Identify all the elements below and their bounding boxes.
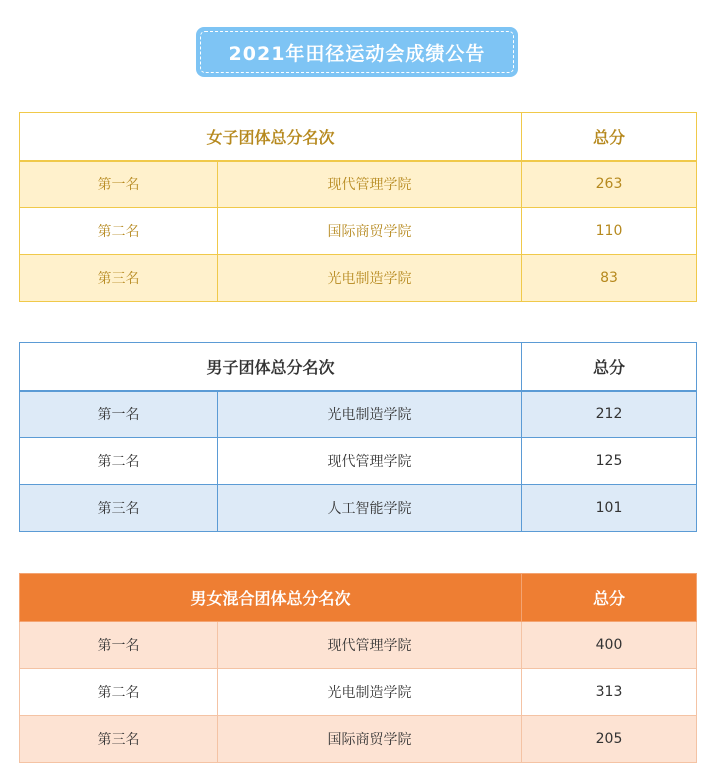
mixed-header-score: 总分 <box>522 574 697 622</box>
score-cell: 313 <box>522 669 697 716</box>
college-cell: 光电制造学院 <box>218 391 522 438</box>
table-header-row <box>20 113 697 161</box>
rank-cell: 第三名 <box>20 485 218 532</box>
rank-cell: 第二名 <box>20 438 218 485</box>
women-header-rank: 女子团体总分名次 <box>20 113 522 161</box>
table-row <box>20 669 697 716</box>
page-title-banner <box>196 27 518 77</box>
table-row <box>20 438 697 485</box>
score-cell: 263 <box>522 161 697 208</box>
college-cell: 国际商贸学院 <box>218 716 522 763</box>
rank-cell: 第二名 <box>20 669 218 716</box>
table-row <box>20 161 697 208</box>
rank-cell: 第一名 <box>20 391 218 438</box>
college-cell: 现代管理学院 <box>218 161 522 208</box>
score-cell: 125 <box>522 438 697 485</box>
women-team-table <box>19 112 697 302</box>
college-cell: 现代管理学院 <box>218 622 522 669</box>
score-cell: 110 <box>522 208 697 255</box>
score-cell: 205 <box>522 716 697 763</box>
men-header-score: 总分 <box>522 343 697 391</box>
college-cell: 人工智能学院 <box>218 485 522 532</box>
college-cell: 光电制造学院 <box>218 669 522 716</box>
women-header-score: 总分 <box>522 113 697 161</box>
table-header-row <box>20 343 697 391</box>
table-row <box>20 622 697 669</box>
score-cell: 212 <box>522 391 697 438</box>
rank-cell: 第一名 <box>20 622 218 669</box>
men-team-table <box>19 342 697 532</box>
table-header-row <box>20 574 697 622</box>
rank-cell: 第二名 <box>20 208 218 255</box>
rank-cell: 第三名 <box>20 716 218 763</box>
page-title: 2021年田径运动会成绩公告 <box>200 31 514 73</box>
table-row <box>20 716 697 763</box>
rank-cell: 第一名 <box>20 161 218 208</box>
college-cell: 现代管理学院 <box>218 438 522 485</box>
score-cell: 400 <box>522 622 697 669</box>
score-cell: 83 <box>522 255 697 302</box>
college-cell: 光电制造学院 <box>218 255 522 302</box>
rank-cell: 第三名 <box>20 255 218 302</box>
table-row <box>20 485 697 532</box>
table-row <box>20 255 697 302</box>
table-row <box>20 391 697 438</box>
mixed-team-table <box>19 573 697 763</box>
mixed-header-rank: 男女混合团体总分名次 <box>20 574 522 622</box>
college-cell: 国际商贸学院 <box>218 208 522 255</box>
table-row <box>20 208 697 255</box>
score-cell: 101 <box>522 485 697 532</box>
men-header-rank: 男子团体总分名次 <box>20 343 522 391</box>
